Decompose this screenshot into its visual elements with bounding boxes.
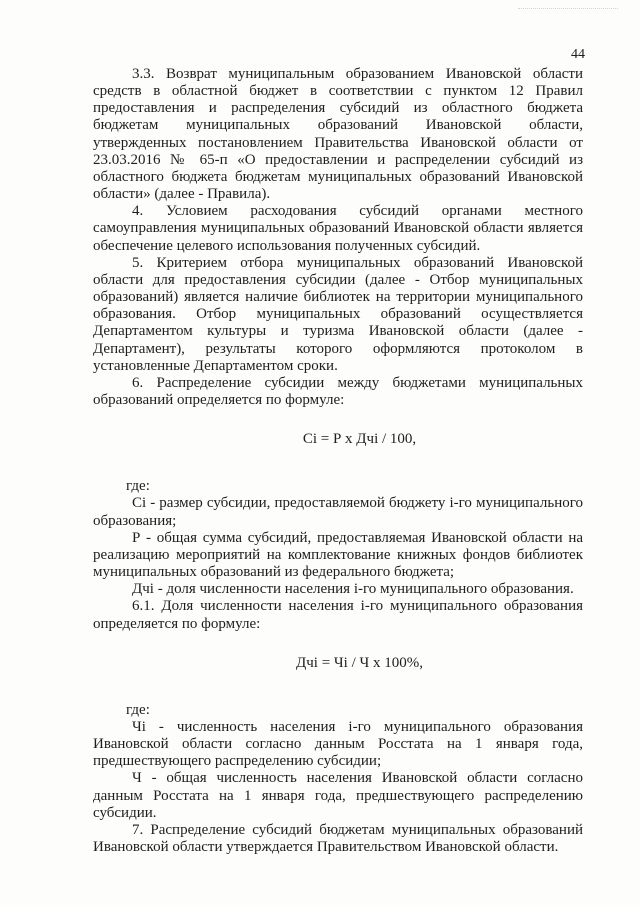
paragraph-6-1: 6.1. Доля численности населения i-го муниципального образования определяется по формуле: [93,598,583,632]
definition-dchi: Дчi - доля численности населения i-го муниципального образования. [132,581,574,598]
document-body [93,66,583,856]
where-label-2: где: [126,701,150,718]
paragraph-6: 6. Распределение субсидии между бюджетами муниципальных образований определяется по формуле: [93,374,583,408]
scan-artifact [518,8,618,13]
paragraph-7: 7. Распределение субсидий бюджетам муниципальных образований Ивановской области утверждается Правительством Ивановской области. [93,821,583,856]
definition-chi: Чi - численность населения i-го муниципального образования Ивановской области согласно данным Росстата на 1 января года, предшествующего распределению субсидии; [93,719,583,770]
definition-p: Р - общая сумма субсидий, предоставляемая Ивановской области на реализацию мероприятий на комплектование книжных фондов библиотек муниципальных образований из федерального бюджета; [93,529,583,581]
paragraph-5: 5. Критерием отбора муниципальных образований Ивановской области для предоставления субсидии (далее - Отбор муниципальных образований) является наличие библиотек на территории муниципального образования. Отбор муниципальных образований осуществляется Департаментом культуры и туризма Ивановской области (далее - Департамент), результаты которого оформляются протоколом в установленные Департаментом сроки. [93,254,583,374]
definition-ch: Ч - общая численность населения Ивановской области согласно данным Росстата на 1 января года, предшествующего распределению субсидии. [93,770,583,821]
paragraph-4: 4. Условием расходования субсидий органами местного самоуправления муниципальных образований Ивановской области является обеспечение целевого использования полученных субсидий. [93,203,583,254]
where-label-1: где: [126,478,150,495]
formula-subsidy: Сi = Р х Дчi / 100, [302,431,417,448]
paragraph-3-3: 3.3. Возврат муниципальным образованием Ивановской области средств в областной бюджет в соответствии с пунктом 12 Правил предоставления и распределения субсидий из областного бюджета бюджетам муниципальных образований Ивановской области, утвержденных постановлением Правительства Ивановской области от 23.03.2016 № 65-п «О предоставлении и распределении субсидий из областного бюджета бюджетам муниципальных образований Ивановской области» (далее - Правила). [93,66,583,203]
page-number: 44 [571,47,585,62]
formula-population-share: Дчi = Чi / Ч х 100%, [296,654,423,671]
definition-ci: Сi - размер субсидии, предоставляемой бюджету i-го муниципального образования; [93,495,583,529]
